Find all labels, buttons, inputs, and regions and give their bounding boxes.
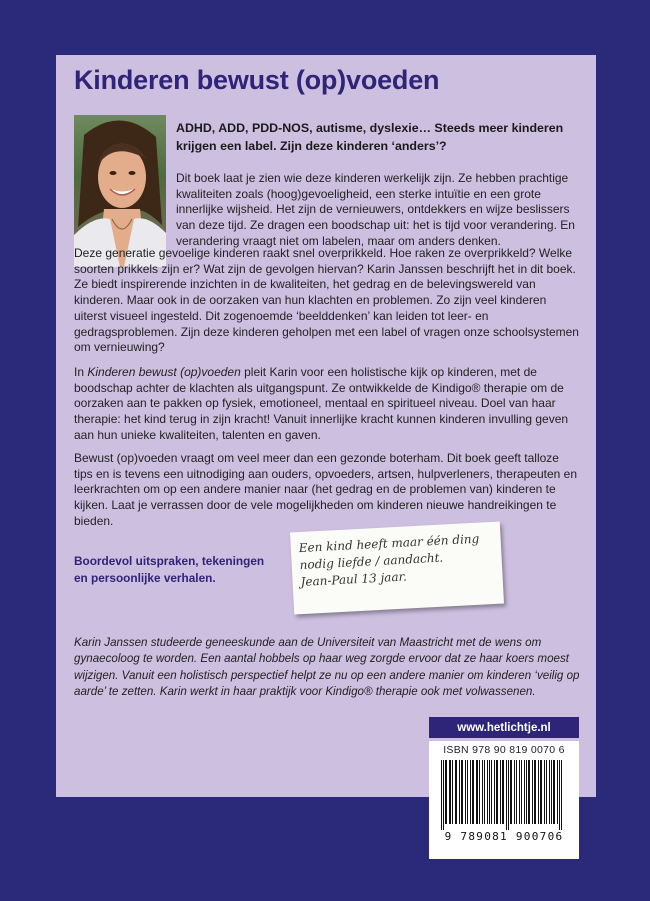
author-bio: Karin Janssen studeerde geneeskunde aan de Universiteit van Maastricht met de wens om gynaecoloog te worden. Een aantal hobbels op haar weg zorgde ervoor dat ze haar koers moest wijzigen. Vanuit een holistisch perspectief helpt ze nu op een andere manier om kinderen ‘veilig op aarde’ te zetten. Karin werkt in haar praktijk voor Kindigo® therapie ook met volwassenen. [74,636,580,699]
handwritten-note [290,522,504,615]
paragraph-1: Dit boek laat je zien wie deze kinderen werkelijk zijn. Ze hebben prachtige kwaliteiten zoals (hoog)gevoeligheid, een sterke intuïtie en een grote innerlijke wijsheid. Het zijn de vernieuwers, ontdekkers en wijze beslissers van deze tijd. Ze dragen een boodschap uit: het is tijd voor verandering. En verandering vraagt niet om labelen, maar om anders denken. [176,171,575,248]
note-line-2: nodig liefde / aandacht. [299,550,444,573]
isbn-text: ISBN 978 90 819 0070 6 [443,744,565,756]
book-title: Kinderen bewust (op)voeden [74,65,440,95]
back-cover-panel [56,55,596,843]
note-line-1: Een kind heeft maar één ding [298,531,480,556]
author-photo [74,115,166,267]
paragraph-3-prefix: In [74,365,88,379]
paragraph-3 [74,365,579,444]
publisher-url[interactable]: www.hetlichtje.nl [429,717,579,738]
note-line-3: Jean-Paul 13 jaar. [300,569,408,590]
paragraph-3-rest: pleit Karin voor een holistische kijk op kinderen, met de boodschap achter de klachten als uitgangspunt. Ze ontwikkelde de Kindigo® therapie om de oorzaken aan te pakken op fysiek, emotioneel, mentaal en spiritueel niveau. Doel van haar therapie: het kind terug in zijn kracht! Vanuit innerlijke kracht kunnen kinderen invulling geven aan hun unieke kwaliteiten, talenten en gaven. [74,365,569,442]
barcode [435,760,573,830]
paragraph-3-book-title: Kinderen bewust (op)voeden [87,365,241,379]
extras-tagline: Boordevol uitspraken, tekeningen en persoonlijke verhalen. [74,554,265,585]
paragraph-4: Bewust (op)voeden vraagt om veel meer dan een gezonde boterham. Dit boek geeft talloze tips en is tevens een uitnodiging aan ouders, opvoeders, artsen, hulpverleners, therapeuten en leerkrachten om op een andere manier naar (het gedrag en de problemen van) kinderen te kijken. Laat je verrassen door de vele mogelijkheden om kinderen nieuwe handreikingen te bieden. [74,451,578,528]
barcode-number: 9 789081 900706 [444,830,564,843]
paragraph-2: Deze generatie gevoelige kinderen raakt snel overprikkeld. Hoe raken ze overprikkeld? Welke soorten prikkels zijn er? Wat zijn de gevolgen hiervan? Karin Janssen beschrijft het in dit boek. Ze biedt inspirerende inzichten in de kwaliteiten, het gedrag en de belevingswereld van kinderen. Maar ook in de oorzaken van hun klachten en problemen. Zo zijn veel kinderen uiterst visueel ingesteld. Dit zogenoemde ‘beelddenken’ kan leiden tot leer- en gedragsproblemen. Zijn deze kinderen geholpen met een label of vragen onze schoolsystemen om vernieuwing? [74,246,579,355]
intro-text: ADHD, ADD, PDD-NOS, autisme, dyslexie… Steeds meer kinderen krijgen een label. Zijn deze kinderen ‘anders’? [176,121,564,153]
isbn-box [429,741,579,859]
